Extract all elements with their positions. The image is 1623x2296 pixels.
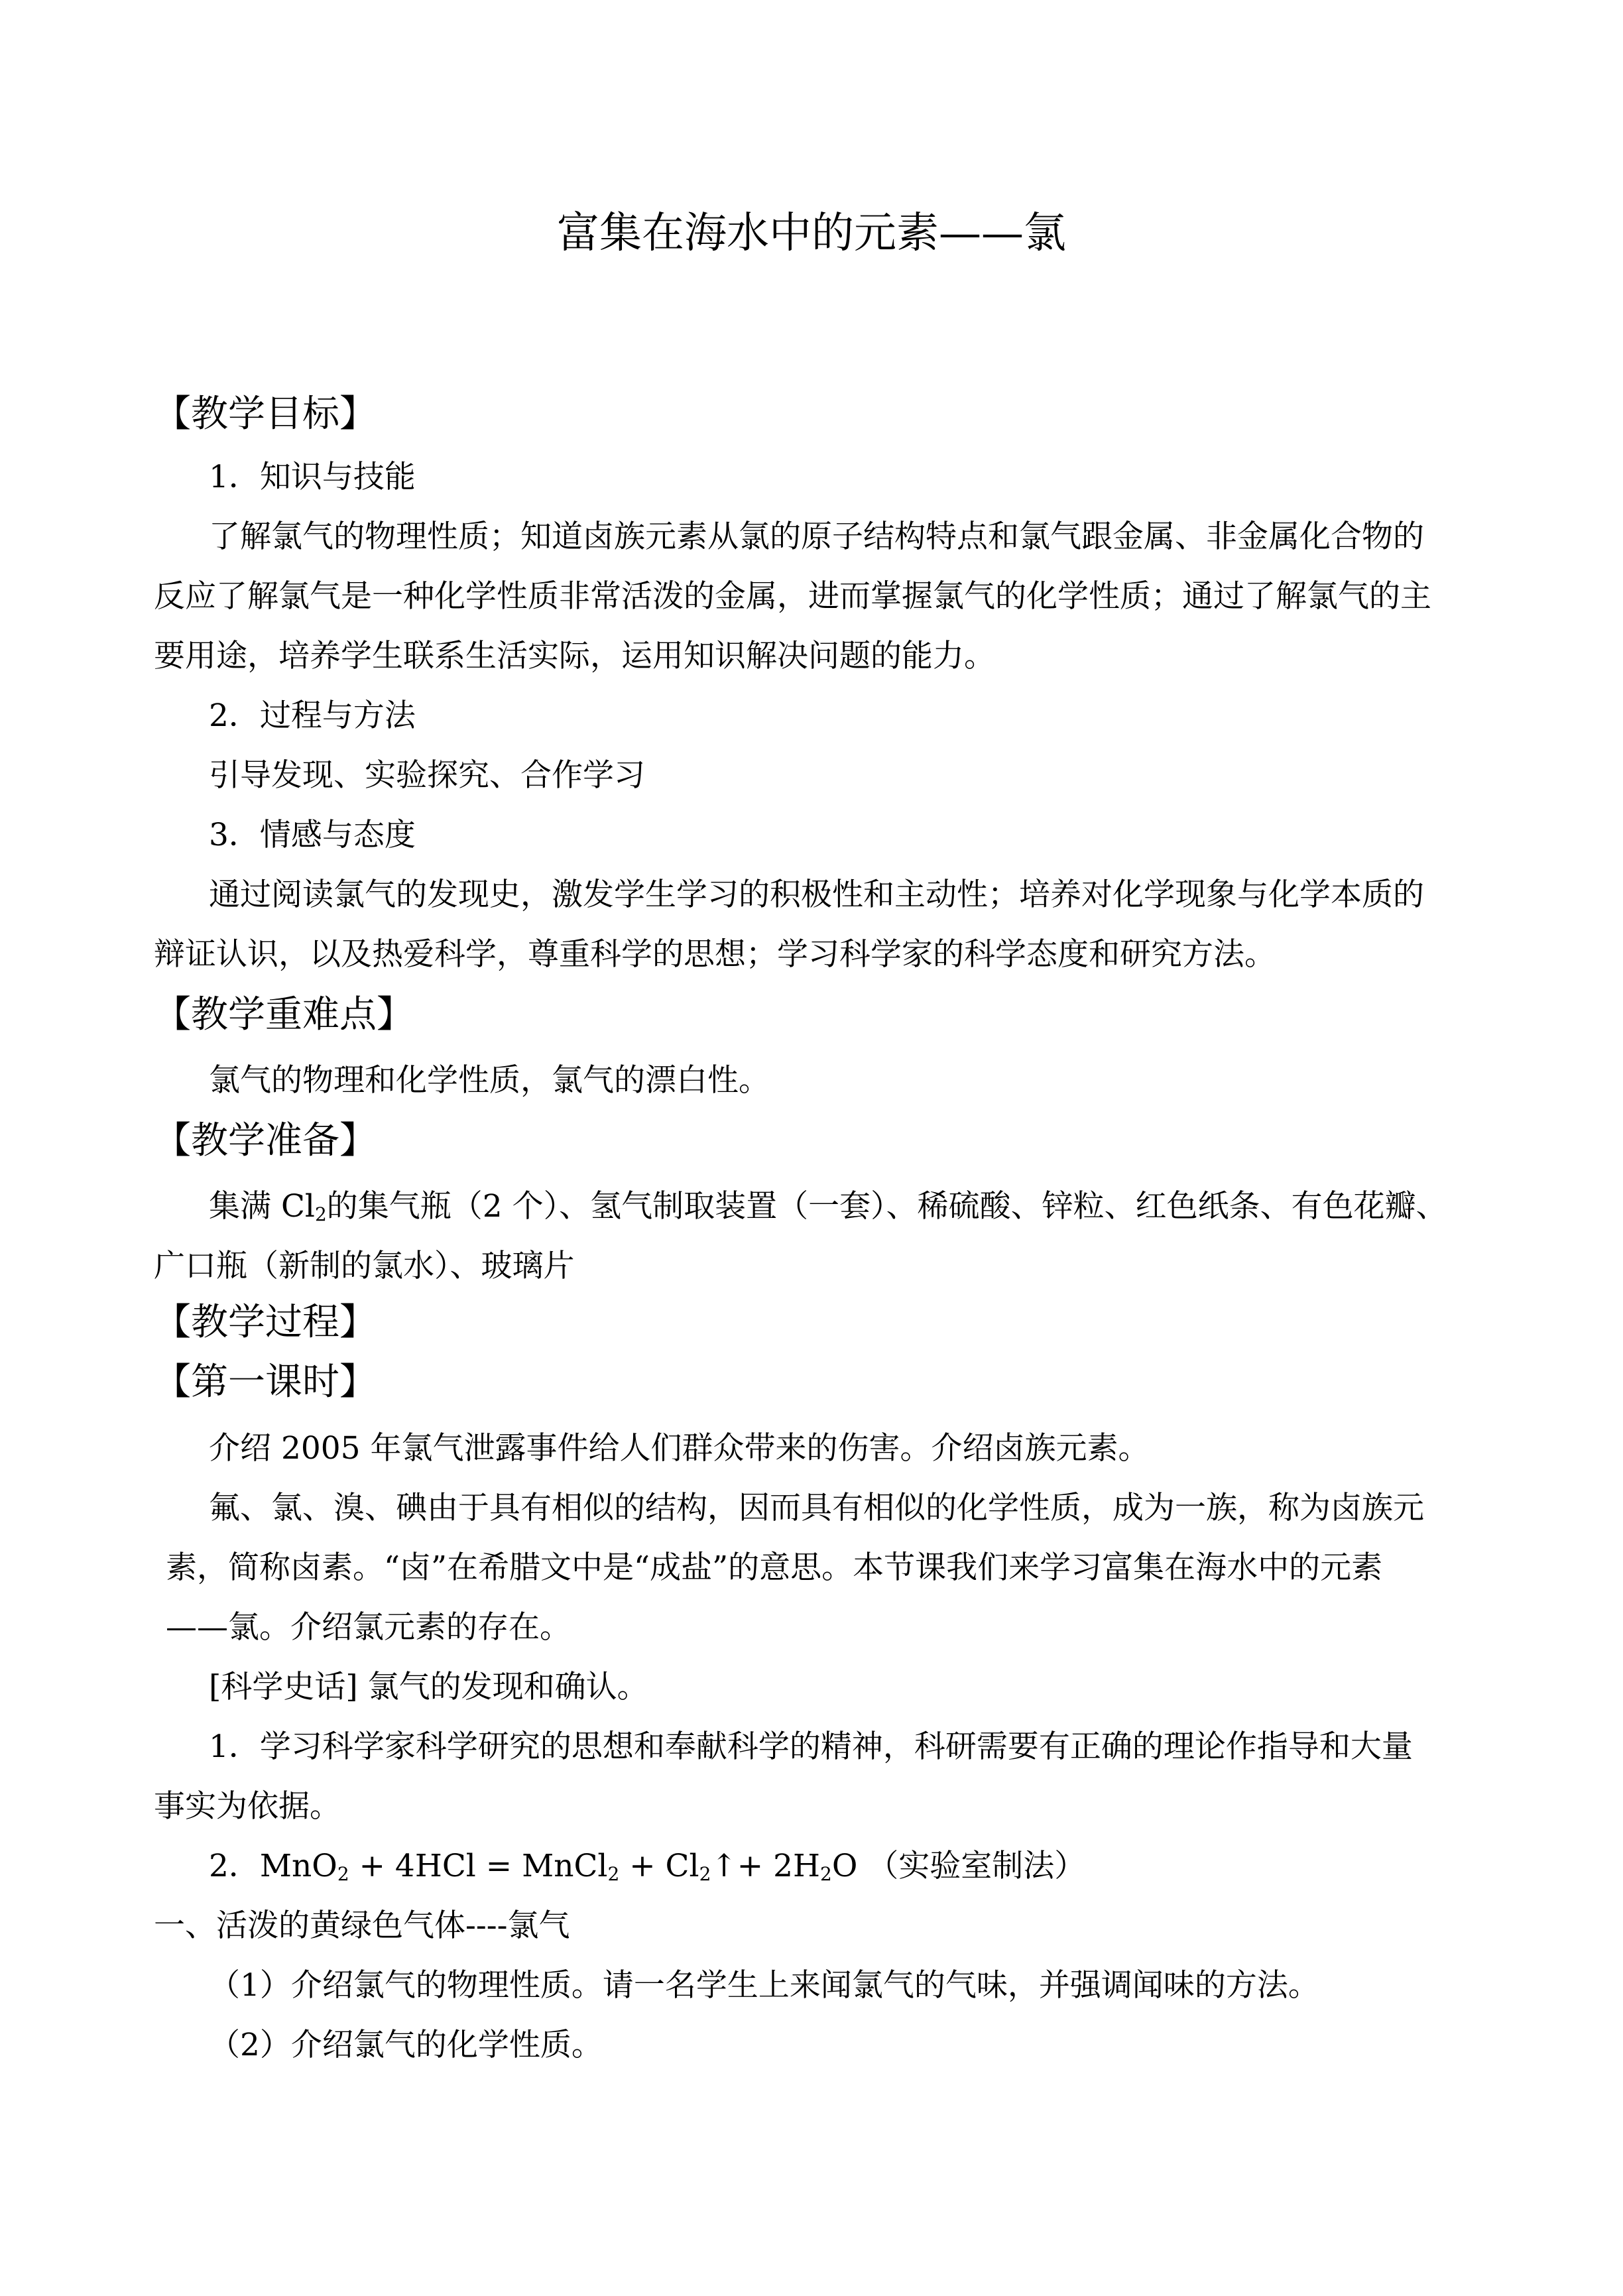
page-title: 富集在海水中的元素——氯 [557,209,1066,258]
intro-paragraph-line: ——氯。介绍氯元素的存在。 [166,1609,571,1646]
objective-2-text: 引导发现、实验探究、合作学习 [209,757,645,794]
keypoints-heading: 【教学重难点】 [154,993,414,1036]
subscript: 2 [819,1863,832,1885]
equation-part: 2．MnO [209,1848,337,1884]
intro-text: 介绍 2005 年氯气泄露事件给人们群众带来的伤害。介绍卤族元素。 [209,1430,1150,1467]
process-heading: 【教学过程】 [154,1301,377,1344]
subscript: 2 [337,1863,349,1885]
objective-1-text-line: 要用途，培养学生联系生活实际，运用知识解决问题的能力。 [154,638,995,674]
history-point-line: 1．学习科学家科学研究的思想和奉献科学的精神，科研需要有正确的理论作指导和大量 [209,1728,1413,1765]
objectives-heading: 【教学目标】 [154,393,377,436]
equation-part: ↑+ 2H [711,1848,820,1884]
equation-part: + 4HCl = MnCl [349,1848,608,1884]
objective-3-heading: 3．情感与态度 [209,817,416,853]
history-point-line: 事实为依据。 [154,1788,341,1825]
objective-3-text-line: 辩证认识，以及热爱科学，尊重科学的思想；学习科学家的科学态度和研究方法。 [154,936,1276,973]
equation-line [209,1846,1085,1886]
subscript: 2 [699,1863,711,1885]
objective-2-heading: 2．过程与方法 [209,697,416,734]
preparation-text-part: 集满 Cl [209,1188,315,1225]
intro-paragraph-line: 氟、氯、溴、碘由于具有相似的结构，因而具有相似的化学性质，成为一族，称为卤族元 [209,1490,1424,1526]
preparation-heading: 【教学准备】 [154,1119,377,1162]
step-1-text: （1）介绍氯气的物理性质。请一名学生上来闻氯气的气味，并强调闻味的方法。 [209,1967,1319,2004]
objective-1-text-line: 了解氯气的物理性质；知道卤族元素从氯的原子结构特点和氯气跟金属、非金属化合物的 [209,518,1424,555]
history-text: [科学史话] 氯气的发现和确认。 [209,1669,648,1705]
objective-1-heading: 1．知识与技能 [209,459,416,495]
objective-3-text-line: 通过阅读氯气的发现史，激发学生学习的积极性和主动性；培养对化学现象与化学本质的 [209,876,1424,913]
equation-part: + Cl [619,1848,699,1884]
lesson-1-heading: 【第一课时】 [154,1360,377,1404]
subscript: 2 [314,1203,327,1225]
intro-paragraph-line: 素，简称卤素。“卤”在希腊文中是“成盐”的意思。本节课我们来学习富集在海水中的元素 [166,1549,1383,1586]
preparation-text-line: 广口瓶（新制的氯水）、玻璃片 [154,1248,575,1284]
part-1-heading: 一、活泼的黄绿色气体----氯气 [154,1907,570,1944]
subscript: 2 [607,1863,620,1885]
objective-1-text-line: 反应了解氯气是一种化学性质非常活泼的金属，进而掌握氯气的化学性质；通过了解氯气的主 [154,578,1431,615]
step-2-text: （2）介绍氯气的化学性质。 [209,2027,603,2063]
equation-part: O （实验室制法） [831,1848,1086,1884]
keypoints-text: 氯气的物理和化学性质，氯气的漂白性。 [209,1062,770,1099]
preparation-text-line [209,1187,1447,1227]
preparation-text-part: 的集气瓶（2 个）、氢气制取装置（一套）、稀硫酸、锌粒、红色纸条、有色花瓣、 [326,1188,1447,1225]
